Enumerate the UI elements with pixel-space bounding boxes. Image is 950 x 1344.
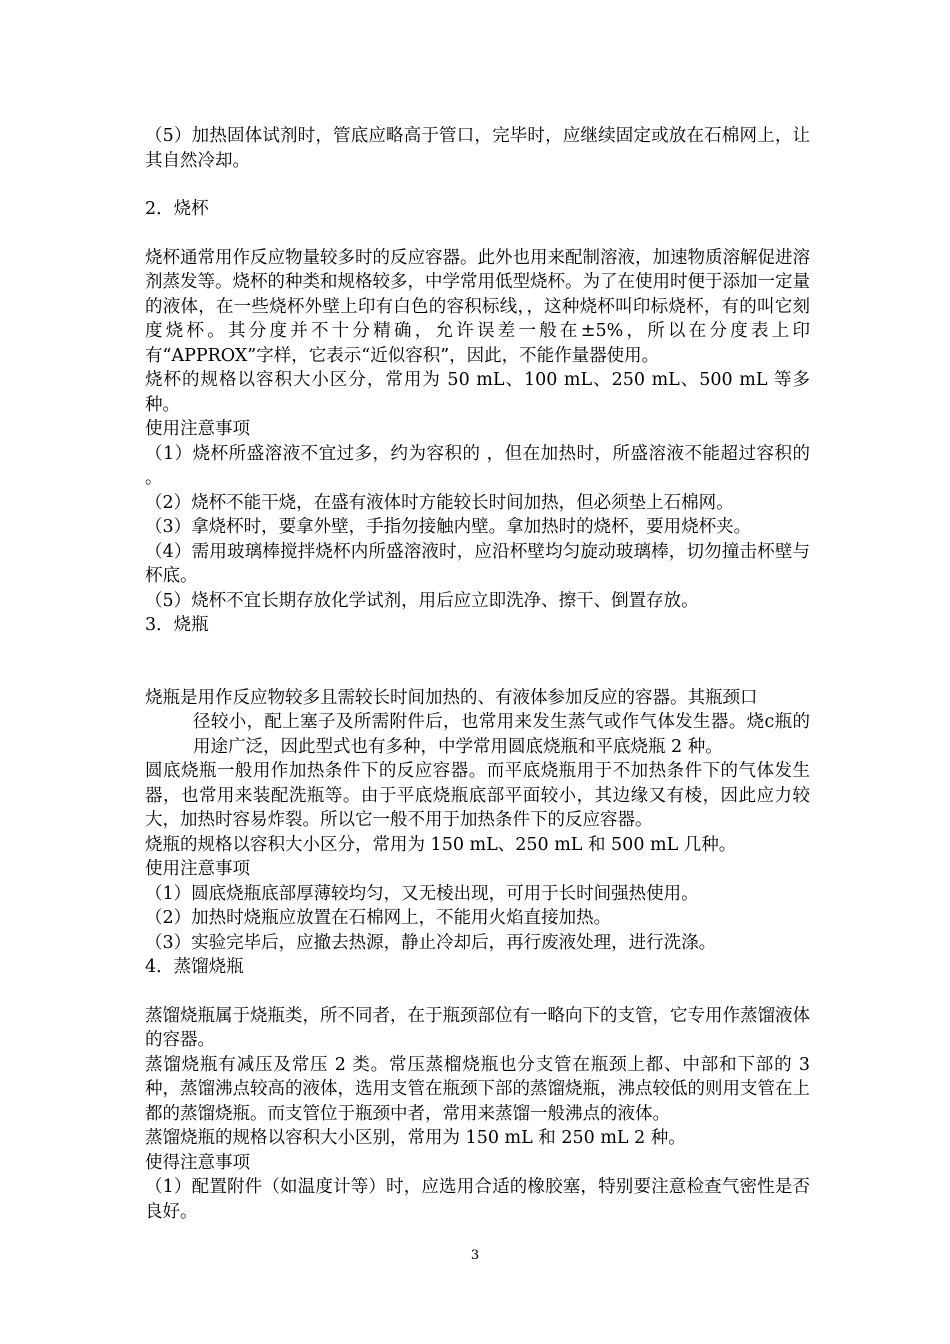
paragraph-flask-spec: 烧瓶的规格以容积大小区分，常用为 150 mL、250 mL 和 500 mL 几种。: [145, 834, 737, 855]
paragraph-beaker-note-3: （3）拿烧杯时，要拿外壁，手指勿接触内壁。拿加热时的烧杯，要用烧杯夹。: [145, 517, 752, 537]
paragraph-test-tube-note-5: （5）加热固体试剂时，管底应略高于管口，完毕时，应继续固定或放在石棉网上，让其自然冷却。: [145, 126, 810, 171]
paragraph-distilling-intro: 蒸馏烧瓶属于烧瓶类，所不同者，在于瓶颈部位有一略向下的支管，它专用作蒸馏液体的容器。: [145, 1005, 810, 1050]
heading-beaker: 2．烧杯: [145, 199, 209, 219]
heading-flask: 3．烧瓶: [145, 615, 209, 635]
paragraph-beaker-notes-title: 使用注意事项: [145, 419, 250, 439]
paragraph-flask-note-1: （1）圆底烧瓶底部厚薄较均匀，又无棱出现，可用于长时间强热使用。: [145, 883, 699, 904]
paragraph-flask-types: 圆底烧瓶一般用作加热条件下的反应容器。而平底烧瓶用于不加热条件下的气体发生器，也常用来装配洗瓶等。由于平底烧瓶底部平面较小，其边缘又有棱，因此应力较大，加热时容易炸裂。所以它一般不用于加热条件下的反应容器。: [145, 761, 810, 830]
page-number: 3: [470, 1248, 480, 1263]
paragraph-beaker-note-4: （4）需用玻璃棒搅拌烧杯内所盛溶液时，应沿杯壁均匀旋动玻璃棒，切勿撞击杯壁与杯底。: [145, 541, 810, 586]
paragraph-beaker-note-5: （5）烧杯不宜长期存放化学试剂，用后应立即洗净、擦干、倒置存放。: [145, 590, 699, 611]
paragraph-distilling-types: 蒸馏烧瓶有减压及常压 2 类。常压蒸榴烧瓶也分支管在瓶颈上都、中部和下部的 3 种，蒸馏沸点较高的液体，选用支管在瓶颈下部的蒸馏烧瓶，沸点较低的则用支管在上都的蒸馏烧瓶。而支管位于瓶颈中者，常用来蒸馏一般沸点的液体。: [145, 1054, 810, 1124]
paragraph-flask-note-2: （2）加热时烧瓶应放置在石棉网上，不能用火焰直接加热。: [145, 908, 612, 928]
paragraph-flask-intro-line1: 烧瓶是用作反应物较多且需较长时间加热的、有液体参加反应的容器。其瓶颈口: [145, 687, 758, 708]
paragraph-flask-note-3: （3）实验完毕后，应撤去热源，静止冷却后，再行废液处理，进行洗涤。: [145, 932, 717, 953]
paragraph-flask-notes-title: 使用注意事项: [145, 859, 250, 879]
paragraph-distilling-note-1: （1）配置附件（如温度计等）时，应选用合适的橡胶塞，特别要注意检查气密性是否良好。: [145, 1177, 810, 1222]
document-body: [145, 124, 810, 1224]
paragraph-distilling-notes-title: 使得注意事项: [145, 1152, 250, 1173]
paragraph-flask-intro-cont: 径较小，配上塞子及所需附件后，也常用来发生蒸气或作气体发生器。烧c瓶的用途广泛，因此型式也有多种，中学常用圆底烧瓶和平底烧瓶 2 种。: [193, 712, 810, 757]
heading-distilling-flask: 4．蒸馏烧瓶: [145, 957, 244, 977]
paragraph-beaker-note-2: （2）烧杯不能干烧，在盛有液体时方能较长时间加热，但必须垫上石棉网。: [145, 492, 734, 513]
paragraph-beaker-note-1: （1）烧杯所盛溶液不宜过多，约为容积的 ，但在加热时，所盛溶液不能超过容积的 。: [145, 443, 810, 488]
paragraph-beaker-spec: 烧杯的规格以容积大小区分，常用为 50 mL、100 mL、250 mL、500 mL 等多种。: [145, 370, 810, 415]
paragraph-beaker-intro: 烧杯通常用作反应物量较多时的反应容器。此外也用来配制溶液，加速物质溶解促进溶剂蒸发等。烧杯的种类和规格较多，中学常用低型烧杯。为了在使用时便于添加一定量的液体，在一些烧杯外壁上印有白色的容积标线，，这种烧杯叫印标烧杯，有的叫它刻度烧杯。其分度并不十分精确，允许误差一般在±5%，所以在分度表上印有“APPROX”字样，它表示“近似容积”，因此，不能作量器使用。: [145, 247, 810, 366]
paragraph-distilling-spec: 蒸馏烧瓶的规格以容积大小区别，常用为 150 mL 和 250 mL 2 种。: [145, 1128, 686, 1148]
